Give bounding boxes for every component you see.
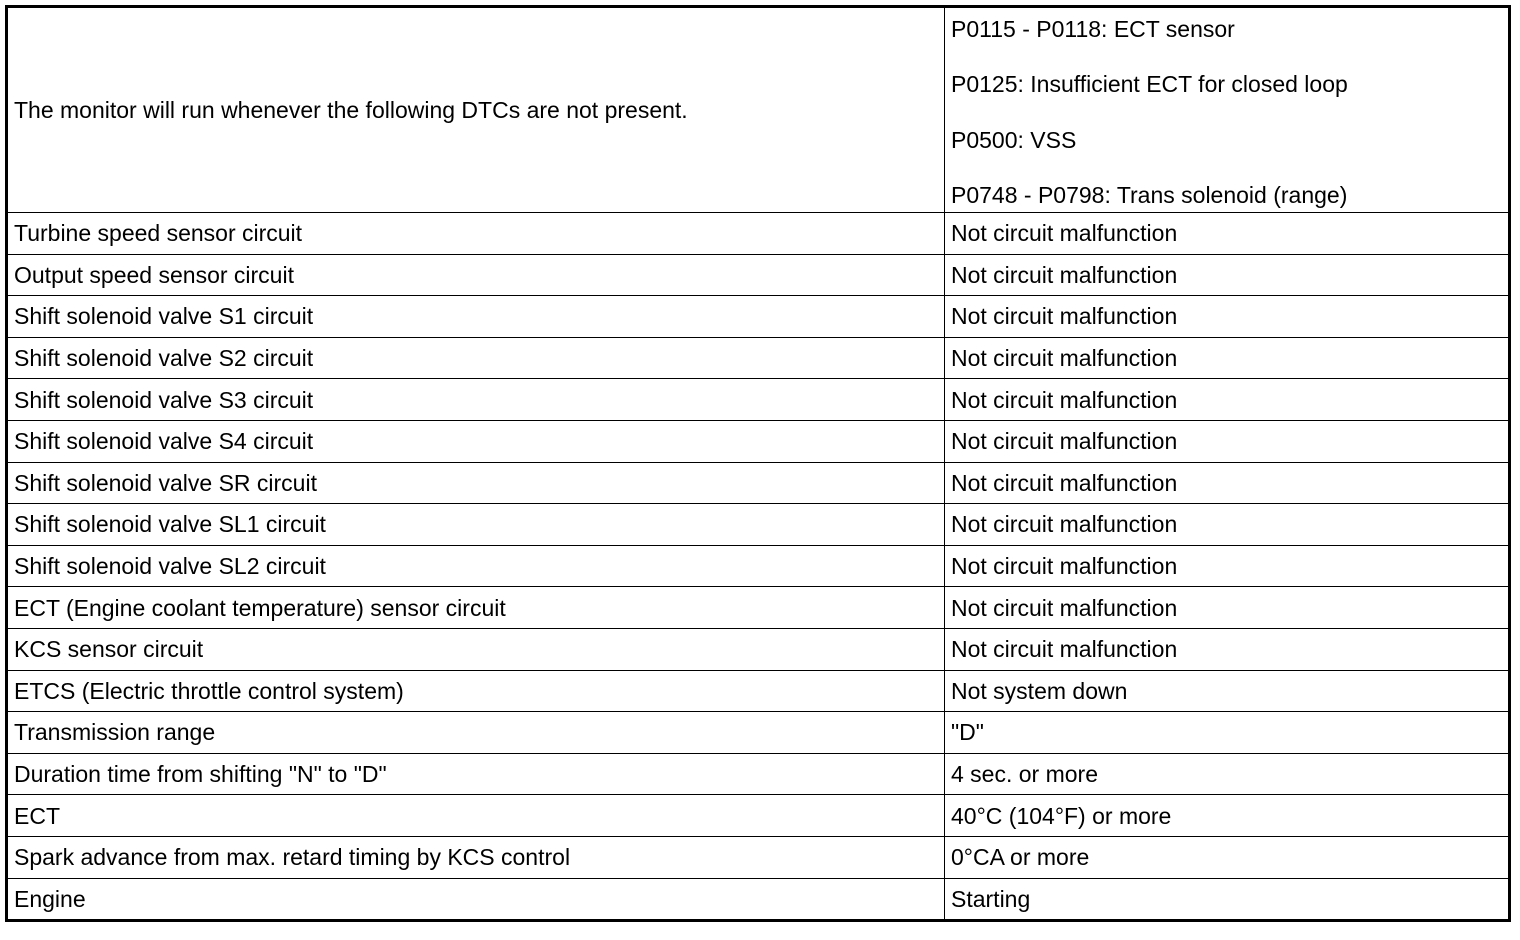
condition-value-cell: Not circuit malfunction (945, 296, 1510, 338)
table-row (7, 504, 1510, 546)
condition-item-cell: Shift solenoid valve SL1 circuit (7, 504, 945, 546)
dtc-item: P0500: VSS (951, 126, 1077, 153)
table-row (7, 878, 1510, 921)
condition-value-cell: "D" (945, 712, 1510, 754)
table-row (7, 337, 1510, 379)
table-row (7, 628, 1510, 670)
condition-item-cell: Shift solenoid valve S1 circuit (7, 296, 945, 338)
condition-item-cell: Shift solenoid valve S4 circuit (7, 420, 945, 462)
dtc-list (951, 8, 1508, 212)
condition-item-cell: Duration time from shifting "N" to "D" (7, 753, 945, 795)
condition-item-cell: Spark advance from max. retard timing by KCS control (7, 836, 945, 878)
dtc-item: P0125: Insufficient ECT for closed loop (951, 71, 1348, 98)
condition-item-cell: Shift solenoid valve SL2 circuit (7, 545, 945, 587)
condition-value-cell: Not circuit malfunction (945, 504, 1510, 546)
table-row (7, 670, 1510, 712)
table-row (7, 545, 1510, 587)
condition-item-cell: Output speed sensor circuit (7, 254, 945, 296)
table-row (7, 836, 1510, 878)
monitor-conditions-sheet (5, 5, 1508, 935)
condition-item-cell: Transmission range (7, 712, 945, 754)
dtc-condition-cell: The monitor will run whenever the following DTCs are not present. (7, 7, 945, 213)
condition-item-cell: Turbine speed sensor circuit (7, 213, 945, 255)
condition-item-cell: Shift solenoid valve SR circuit (7, 462, 945, 504)
dtc-exclusion-row (7, 7, 1510, 213)
condition-value-cell: Not circuit malfunction (945, 213, 1510, 255)
condition-item-cell: KCS sensor circuit (7, 628, 945, 670)
condition-value-cell: Not circuit malfunction (945, 628, 1510, 670)
condition-value-cell: Not circuit malfunction (945, 337, 1510, 379)
condition-item-cell: Engine (7, 878, 945, 921)
dtc-item: P0748 - P0798: Trans solenoid (range) (951, 181, 1348, 208)
condition-value-cell: Not circuit malfunction (945, 587, 1510, 629)
condition-item-cell: Shift solenoid valve S2 circuit (7, 337, 945, 379)
condition-value-cell: Starting (945, 878, 1510, 921)
dtc-item: P0115 - P0118: ECT sensor (951, 16, 1235, 42)
table-row (7, 296, 1510, 338)
condition-item-cell: ECT (Engine coolant temperature) sensor circuit (7, 587, 945, 629)
condition-value-cell: 40°C (104°F) or more (945, 795, 1510, 837)
condition-item-cell: ECT (7, 795, 945, 837)
table-row (7, 462, 1510, 504)
table-row (7, 712, 1510, 754)
monitor-conditions-table (5, 5, 1511, 922)
table-row (7, 379, 1510, 421)
table-row (7, 254, 1510, 296)
table-row (7, 795, 1510, 837)
condition-value-cell: Not circuit malfunction (945, 420, 1510, 462)
condition-value-cell: Not circuit malfunction (945, 545, 1510, 587)
dtc-list-cell (945, 7, 1510, 213)
condition-value-cell: 4 sec. or more (945, 753, 1510, 795)
condition-value-cell: Not circuit malfunction (945, 379, 1510, 421)
condition-item-cell: ETCS (Electric throttle control system) (7, 670, 945, 712)
table-row (7, 587, 1510, 629)
condition-value-cell: 0°CA or more (945, 836, 1510, 878)
condition-value-cell: Not circuit malfunction (945, 254, 1510, 296)
table-row (7, 213, 1510, 255)
table-row (7, 420, 1510, 462)
condition-item-cell: Shift solenoid valve S3 circuit (7, 379, 945, 421)
table-row (7, 753, 1510, 795)
condition-value-cell: Not system down (945, 670, 1510, 712)
condition-value-cell: Not circuit malfunction (945, 462, 1510, 504)
